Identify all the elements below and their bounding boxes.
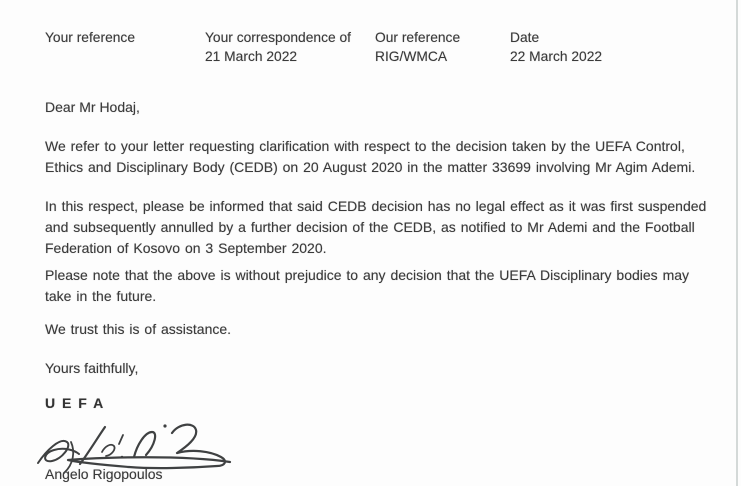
paragraph-line: Please note that the above is without prejudice to any decision that the UEFA Disciplinary bodies may <box>45 267 690 283</box>
header-label: Date <box>510 30 540 45</box>
header-value: 21 March 2022 <box>205 49 298 64</box>
scan-edge-line <box>736 0 738 486</box>
reference-header <box>45 28 670 66</box>
header-label: Our reference <box>375 30 461 45</box>
header-value: 22 March 2022 <box>510 49 603 64</box>
header-value: RIG/WMCA <box>375 49 448 64</box>
header-label: Your correspondence of <box>205 30 351 45</box>
paragraph-line: In this respect, please be informed that said CEDB decision has no legal effect as it was first suspended <box>45 198 707 214</box>
header-label: Your reference <box>45 30 135 45</box>
header-col-your-correspondence <box>205 28 375 66</box>
greeting: Dear Mr Hodaj, <box>45 99 140 115</box>
paragraph-line: take in the future. <box>45 288 157 304</box>
header-col-your-reference <box>45 28 205 66</box>
paragraph-4 <box>45 319 231 340</box>
paragraph-2 <box>45 196 706 259</box>
paragraph-line: We trust this is of assistance. <box>45 321 232 337</box>
signatory-name: Angelo Rigopoulos <box>45 466 163 482</box>
paragraph-line: and subsequently annulled by a further decision of the CEDB, as notified to Mr Ademi and the Football <box>45 219 695 235</box>
paragraph-1 <box>45 136 695 178</box>
paragraph-line: We refer to your letter requesting clarification with respect to the decision taken by the UEFA Control, <box>45 138 685 154</box>
organization-name: U E F A <box>45 395 105 411</box>
paragraph-3 <box>45 265 689 307</box>
header-col-our-reference <box>375 28 510 66</box>
signature-image <box>34 416 239 478</box>
closing-salutation: Yours faithfully, <box>45 360 139 376</box>
paragraph-line: Ethics and Disciplinary Body (CEDB) on 20 August 2020 in the matter 33699 involving Mr Agim Ademi. <box>45 159 696 175</box>
header-col-date <box>510 28 670 66</box>
paragraph-line: Federation of Kosovo on 3 September 2020. <box>45 240 327 256</box>
